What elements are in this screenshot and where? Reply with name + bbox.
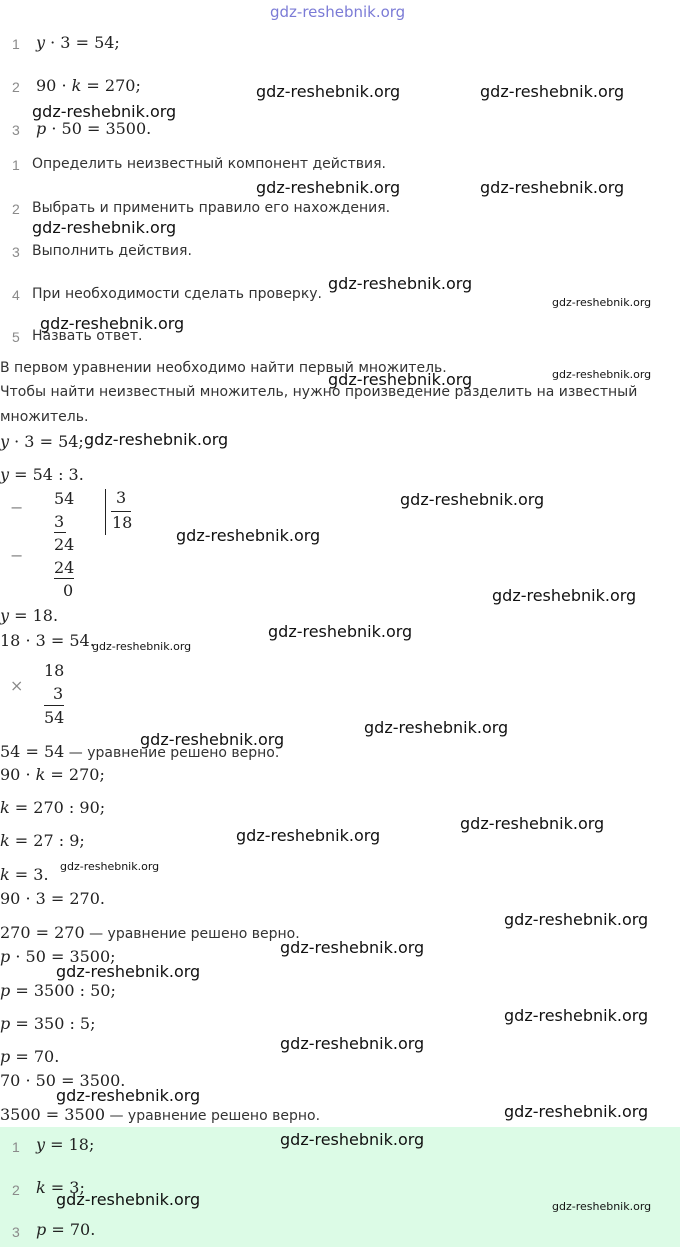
watermark: gdz-reshebnik.org bbox=[32, 102, 177, 121]
watermark: gdz-reshebnik.org bbox=[236, 826, 381, 845]
division-quotient: 18 bbox=[112, 513, 133, 532]
watermark: gdz-reshebnik.org bbox=[256, 82, 401, 101]
step-text: При необходимости сделать проверку. bbox=[32, 286, 323, 302]
multiplication-line bbox=[44, 705, 64, 706]
watermark: gdz-reshebnik.org bbox=[280, 1034, 425, 1053]
division-divisor: 3 bbox=[116, 488, 127, 507]
division-remainder: 0 bbox=[63, 581, 74, 600]
answer-number: 2 bbox=[12, 1182, 20, 1198]
step-number: 1 bbox=[12, 157, 20, 173]
watermark: gdz-reshebnik.org bbox=[32, 218, 177, 237]
solution-line: k = 27 : 9; bbox=[0, 831, 85, 850]
watermark: gdz-reshebnik.org bbox=[56, 1190, 201, 1209]
division-line bbox=[54, 532, 66, 533]
equation-1: y · 3 = 54; bbox=[36, 33, 120, 52]
answer-item: k = 3; bbox=[36, 1178, 85, 1197]
answer-number: 3 bbox=[12, 1224, 20, 1240]
watermark: gdz-reshebnik.org bbox=[460, 814, 605, 833]
watermark: gdz-reshebnik.org bbox=[328, 274, 473, 293]
watermark: gdz-reshebnik.org bbox=[60, 860, 160, 873]
solution-rule: Чтобы найти неизвестный множитель, нужно произведение разделить на известный bbox=[0, 384, 638, 400]
solution-check: 18 · 3 = 54. bbox=[0, 631, 95, 650]
step-text: Определить неизвестный компонент действия. bbox=[32, 156, 386, 172]
division-minus: − bbox=[10, 546, 24, 565]
solution-verdict: 3500 = 3500 — уравнение решено верно. bbox=[0, 1105, 321, 1124]
watermark: gdz-reshebnik.org bbox=[480, 178, 625, 197]
equation-2: 90 · k = 270; bbox=[36, 76, 141, 95]
division-minus: − bbox=[10, 498, 24, 517]
division-line bbox=[54, 578, 74, 579]
solution-line: y · 3 = 54; bbox=[0, 432, 84, 451]
watermark: gdz-reshebnik.org bbox=[504, 1006, 649, 1025]
watermark: gdz-reshebnik.org bbox=[268, 622, 413, 641]
watermark: gdz-reshebnik.org bbox=[504, 910, 649, 929]
header-watermark: gdz-reshebnik.org bbox=[270, 3, 406, 21]
solution-line: p = 3500 : 50; bbox=[0, 981, 116, 1000]
watermark: gdz-reshebnik.org bbox=[400, 490, 545, 509]
equation-3: p · 50 = 3500. bbox=[36, 119, 152, 138]
step-text: Выполнить действия. bbox=[32, 243, 192, 259]
solution-check: 70 · 50 = 3500. bbox=[0, 1071, 126, 1090]
solution-line: p = 70. bbox=[0, 1047, 60, 1066]
solution-line: p = 350 : 5; bbox=[0, 1014, 96, 1033]
answer-item: p = 70. bbox=[36, 1220, 96, 1239]
solution-line: p · 50 = 3500; bbox=[0, 947, 116, 966]
solution-line: k = 270 : 90; bbox=[0, 798, 106, 817]
solution-verdict: 54 = 54 — уравнение решено верно. bbox=[0, 742, 280, 761]
division-subtrahend: 3 bbox=[54, 512, 65, 531]
watermark: gdz-reshebnik.org bbox=[364, 718, 509, 737]
solution-line: 90 · k = 270; bbox=[0, 765, 105, 784]
solution-line: y = 18. bbox=[0, 606, 59, 625]
watermark: gdz-reshebnik.org bbox=[480, 82, 625, 101]
solution-line: y = 54 : 3. bbox=[0, 465, 84, 484]
division-remainder: 24 bbox=[54, 535, 75, 554]
solution-verdict: 270 = 270 — уравнение решено верно. bbox=[0, 923, 300, 942]
watermark: gdz-reshebnik.org bbox=[92, 640, 192, 653]
multiplication-bottom: 3 bbox=[53, 684, 64, 703]
division-subtrahend: 24 bbox=[54, 558, 75, 577]
solution-intro: В первом уравнении необходимо найти первый множитель. bbox=[0, 360, 447, 376]
solution-rule-cont: множитель. bbox=[0, 409, 89, 425]
division-bar bbox=[105, 489, 106, 535]
answer-number: 1 bbox=[12, 1139, 20, 1155]
solution-line: k = 3. bbox=[0, 865, 49, 884]
equation-number: 1 bbox=[12, 36, 20, 52]
watermark: gdz-reshebnik.org bbox=[256, 178, 401, 197]
watermark: gdz-reshebnik.org bbox=[280, 938, 425, 957]
watermark: gdz-reshebnik.org bbox=[40, 314, 185, 333]
watermark: gdz-reshebnik.org bbox=[140, 730, 285, 749]
watermark: gdz-reshebnik.org bbox=[504, 1102, 649, 1121]
watermark: gdz-reshebnik.org bbox=[552, 368, 652, 381]
solution-check: 90 · 3 = 270. bbox=[0, 889, 105, 908]
multiplication-result: 54 bbox=[44, 708, 65, 727]
watermark: gdz-reshebnik.org bbox=[280, 1130, 425, 1149]
division-dividend: 54 bbox=[54, 489, 75, 508]
watermark: gdz-reshebnik.org bbox=[552, 296, 652, 309]
watermark: gdz-reshebnik.org bbox=[84, 430, 229, 449]
division-divisor-line bbox=[111, 511, 131, 512]
step-number: 2 bbox=[12, 201, 20, 217]
step-number: 5 bbox=[12, 329, 20, 345]
step-text: Выбрать и применить правило его нахождения. bbox=[32, 200, 391, 216]
multiplication-top: 18 bbox=[44, 661, 65, 680]
watermark: gdz-reshebnik.org bbox=[492, 586, 637, 605]
watermark: gdz-reshebnik.org bbox=[176, 526, 321, 545]
equation-number: 2 bbox=[12, 79, 20, 95]
watermark: gdz-reshebnik.org bbox=[552, 1200, 652, 1213]
watermark: gdz-reshebnik.org bbox=[56, 962, 201, 981]
step-number: 4 bbox=[12, 287, 20, 303]
step-text: Назвать ответ. bbox=[32, 328, 143, 344]
equation-number: 3 bbox=[12, 122, 20, 138]
step-number: 3 bbox=[12, 244, 20, 260]
answer-item: y = 18; bbox=[36, 1135, 95, 1154]
watermark: gdz-reshebnik.org bbox=[328, 370, 473, 389]
multiplication-sign: × bbox=[10, 676, 24, 695]
watermark: gdz-reshebnik.org bbox=[56, 1086, 201, 1105]
